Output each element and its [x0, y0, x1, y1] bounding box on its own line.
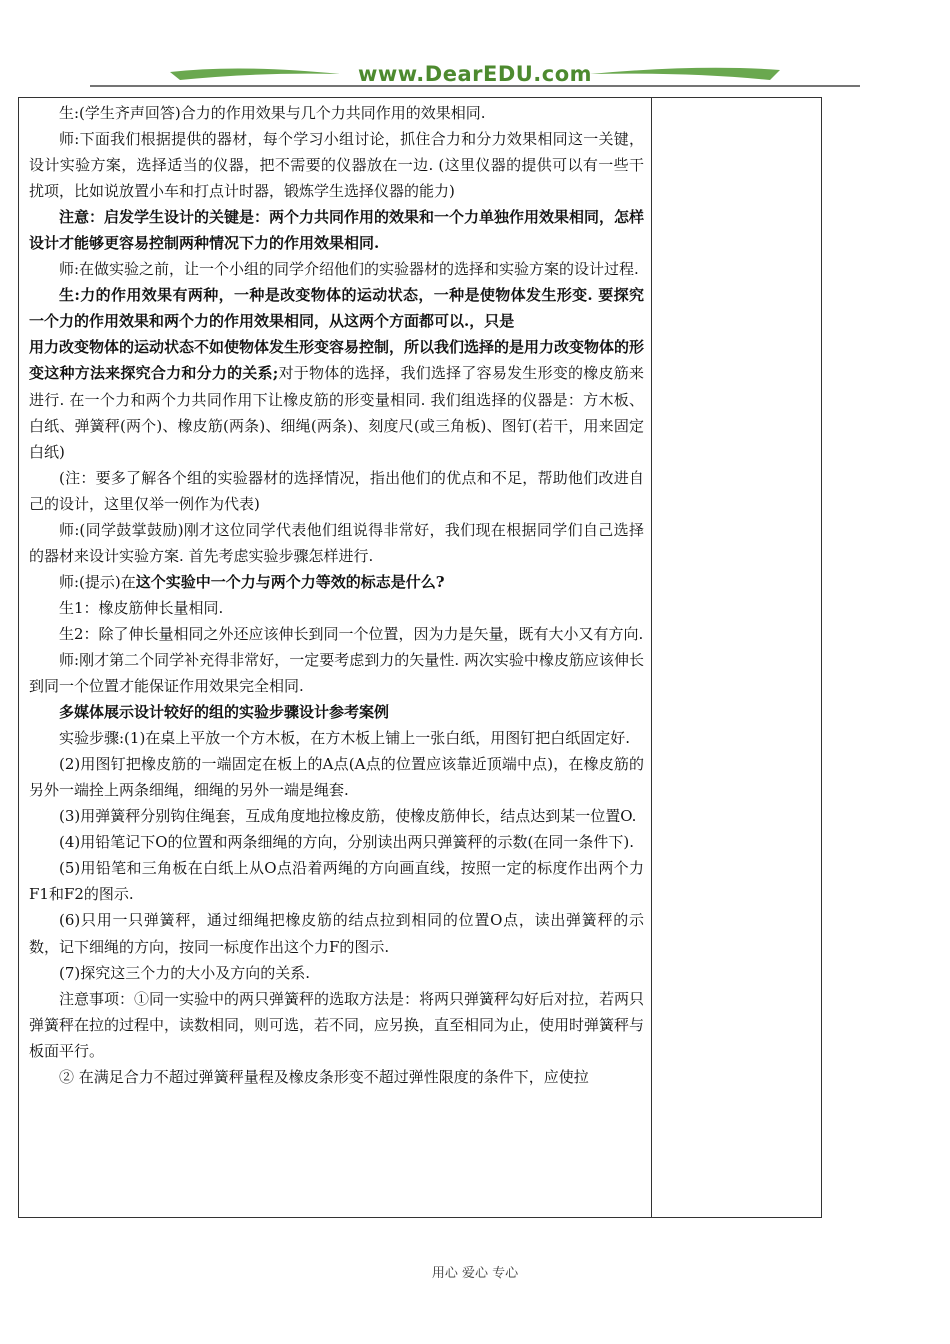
page-footer: 用心 爱心 专心	[431, 1266, 519, 1281]
bold-text: 生:力的作用效果有两种，一种是改变物体的运动状态，一种是使物体发生形变. 要探究一个力的作用效果和两个力的作用效果相同，从这两个方面都可以.，只是	[29, 286, 644, 331]
paragraph: 生2：除了伸长量相同之外还应该伸长到同一个位置，因为力是矢量，既有大小又有方向.	[59, 624, 644, 643]
bold-text: 用力改变物体的运动状态不如使物体发生形变容易控制，所以我们选择的是用力改变物体的形变这种方法来探究合力和分力的关系;	[29, 338, 645, 383]
column-divider	[651, 98, 652, 1217]
lesson-content-cell	[29, 100, 644, 1090]
paragraph: (6)只用一只弹簧秤，通过细绳把橡皮筋的结点拉到相同的位置O点，读出弹簧秤的示数，记下细绳的方向，按同一标度作出这个力F的图示.	[29, 911, 644, 956]
paragraph: 生1：橡皮筋伸长量相同.	[59, 598, 224, 617]
site-logo: www.DearEDU.com	[357, 62, 593, 86]
paragraph: 实验步骤:(1)在桌上平放一个方木板，在方木板上铺上一张白纸，用图钉把白纸固定好.	[59, 729, 631, 748]
paragraph: 师:在做实验之前，让一个小组的同学介绍他们的实验器材的选择和实验方案的设计过程.	[59, 260, 639, 279]
text: 师:(提示)在	[59, 572, 136, 591]
paragraph: 师:下面我们根据提供的器材，每个学习小组讨论，抓住合力和分力效果相同这一关键，设计实验方案，选择适当的仪器，把不需要的仪器放在一边. (这里仪器的提供可以有一些干扰项，比如说放置小车和打点计时器，锻炼学生选择仪器的能力)	[29, 130, 644, 201]
text: 对于物体的选择，我们选择了容易发生形变的橡皮筋来进行. 在一个力和两个力共同作用下让橡皮筋的形变量相同. 我们组选择的仪器是：方木板、白纸、弹簧秤(两个)、橡皮筋(两条)、细绳(两条)、刻度尺(或三角板)、图钉(若干，用来固定白纸)	[29, 364, 644, 461]
bold-text: 这个实验中一个力与两个力等效的标志是什么?	[135, 572, 445, 591]
paragraph: (2)用图钉把橡皮筋的一端固定在板上的A点(A点的位置应该靠近顶端中点)，在橡皮筋的另外一端拴上两条细绳，细绳的另外一端是绳套.	[29, 755, 644, 800]
paragraph: (注：要多了解各个组的实验器材的选择情况，指出他们的优点和不足，帮助他们改进自己的设计，这里仅举一例作为代表)	[29, 468, 644, 513]
paragraph: 注意事项：①同一实验中的两只弹簧秤的选取方法是：将两只弹簧秤勾好后对拉，若两只弹簧秤在拉的过程中，读数相同，则可选，若不同，应另换，直至相同为止，使用时弹簧秤与板面平行。	[29, 989, 645, 1060]
paragraph	[29, 334, 644, 464]
lesson-table	[18, 97, 822, 1218]
paragraph: 师:(同学鼓掌鼓励)刚才这位同学代表他们组说得非常好，我们现在根据同学们自己选择的器材来设计实验方案. 首先考虑实验步骤怎样进行.	[29, 520, 644, 565]
paragraph: ② 在满足合力不超过弹簧秤量程及橡皮条形变不超过弹性限度的条件下，应使拉	[59, 1067, 589, 1086]
paragraph: (3)用弹簧秤分别钩住绳套，互成角度地拉橡皮筋，使橡皮筋伸长，结点达到某一位置O.	[59, 807, 637, 826]
paragraph: (5)用铅笔和三角板在白纸上从O点沿着两绳的方向画直线，按照一定的标度作出两个力F1和F2的图示.	[29, 859, 644, 904]
paragraph: 师:刚才第二个同学补充得非常好，一定要考虑到力的矢量性. 两次实验中橡皮筋应该伸长到同一个位置才能保证作用效果完全相同.	[29, 650, 644, 696]
paragraph-note: 注意：启发学生设计的关键是：两个力共同作用的效果和一个力单独作用效果相同，怎样设计才能够更容易控制两种情况下力的作用效果相同.	[29, 208, 645, 253]
page-header	[90, 60, 860, 92]
paragraph: (4)用铅笔记下O的位置和两条细绳的方向，分别读出两只弹簧秤的示数(在同一条件下).	[59, 833, 635, 852]
paragraph	[29, 569, 644, 595]
paragraph: (7)探究这三个力的大小及方向的关系.	[59, 963, 311, 982]
paragraph: 生:(学生齐声回答)合力的作用效果与几个力共同作用的效果相同.	[59, 104, 486, 122]
paragraph	[29, 282, 644, 334]
section-heading: 多媒体展示设计较好的组的实验步骤设计参考案例	[59, 703, 390, 722]
